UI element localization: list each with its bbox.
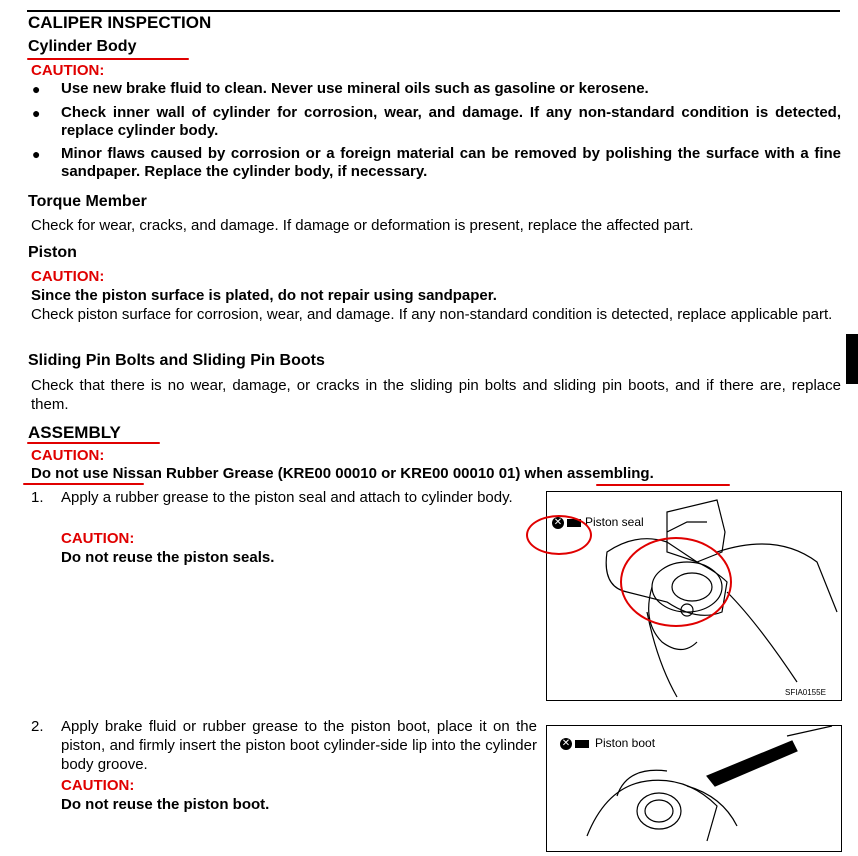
caution-label: CAUTION: <box>31 447 105 464</box>
caution-text: Do not reuse the piston seals. <box>61 549 275 566</box>
figure-label: Piston seal <box>585 515 644 529</box>
section-title: CALIPER INSPECTION <box>28 13 212 32</box>
torque-member-text: Check for wear, cracks, and damage. If damage or deformation is present, replace the affected part. <box>31 217 694 234</box>
list-item: Use new brake fluid to clean. Never use mineral oils such as gasoline or kerosene. <box>61 80 649 97</box>
annotation-underline <box>27 58 189 60</box>
top-rule <box>27 10 840 12</box>
illustration-piston-boot <box>547 726 841 851</box>
list-item: Minor flaws caused by corrosion or a foreign material can be removed by polishing the surface with a fine sandpaper. Replace the cylinder body, if necessary. <box>61 145 841 180</box>
caution-label: CAUTION: <box>61 777 135 794</box>
caution-label: CAUTION: <box>31 268 105 285</box>
bullet-icon: ● <box>32 146 41 162</box>
replace-icon <box>575 740 589 748</box>
annotation-underline <box>27 442 160 444</box>
piston-heading: Piston <box>28 244 77 261</box>
figure-piston-boot <box>546 725 842 852</box>
annotation-underline <box>596 484 730 486</box>
bullet-icon: ● <box>32 81 41 97</box>
caution-text: Do not reuse the piston boot. <box>61 796 270 813</box>
cylinder-body-heading: Cylinder Body <box>28 38 137 55</box>
annotation-circle <box>620 537 732 627</box>
sliding-pin-text: Check that there is no wear, damage, or cracks in the sliding pin bolts and sliding pin boots, and if there are, replace them. <box>31 377 841 413</box>
figure-code: SFIA0155E <box>785 688 826 697</box>
step-number: 1. <box>31 489 44 506</box>
figure-label: Piston boot <box>595 736 656 750</box>
caution-label: CAUTION: <box>61 530 135 547</box>
no-reuse-icon: ✕ <box>553 517 563 528</box>
step-number: 2. <box>31 718 44 735</box>
step-text: Apply brake fluid or rubber grease to the piston boot, place it on the piston, and firmly insert the piston boot cylinder-side lip into the cylinder body groove. <box>61 718 537 773</box>
bullet-icon: ● <box>32 105 41 121</box>
assembly-heading: ASSEMBLY <box>28 423 121 442</box>
annotation-underline <box>23 483 144 485</box>
caution-text: Do not use Nissan Rubber Grease (KRE00 00010 or KRE00 00010 01) when assembling. <box>31 465 654 482</box>
sliding-pin-heading: Sliding Pin Bolts and Sliding Pin Boots <box>28 352 325 369</box>
list-item: Check inner wall of cylinder for corrosion, wear, and damage. If any non-standard condition is detected, replace cylinder body. <box>61 104 841 139</box>
torque-member-heading: Torque Member <box>28 193 147 210</box>
piston-text: Check piston surface for corrosion, wear, and damage. If any non-standard condition is detected, replace applicable part. <box>31 306 833 323</box>
caution-label: CAUTION: <box>31 62 105 79</box>
step-text: Apply a rubber grease to the piston seal and attach to cylinder body. <box>61 489 513 506</box>
annotation-circle <box>526 515 592 555</box>
side-tab <box>846 334 858 384</box>
caution-text: Since the piston surface is plated, do not repair using sandpaper. <box>31 287 497 304</box>
no-reuse-icon: ✕ <box>561 738 571 749</box>
